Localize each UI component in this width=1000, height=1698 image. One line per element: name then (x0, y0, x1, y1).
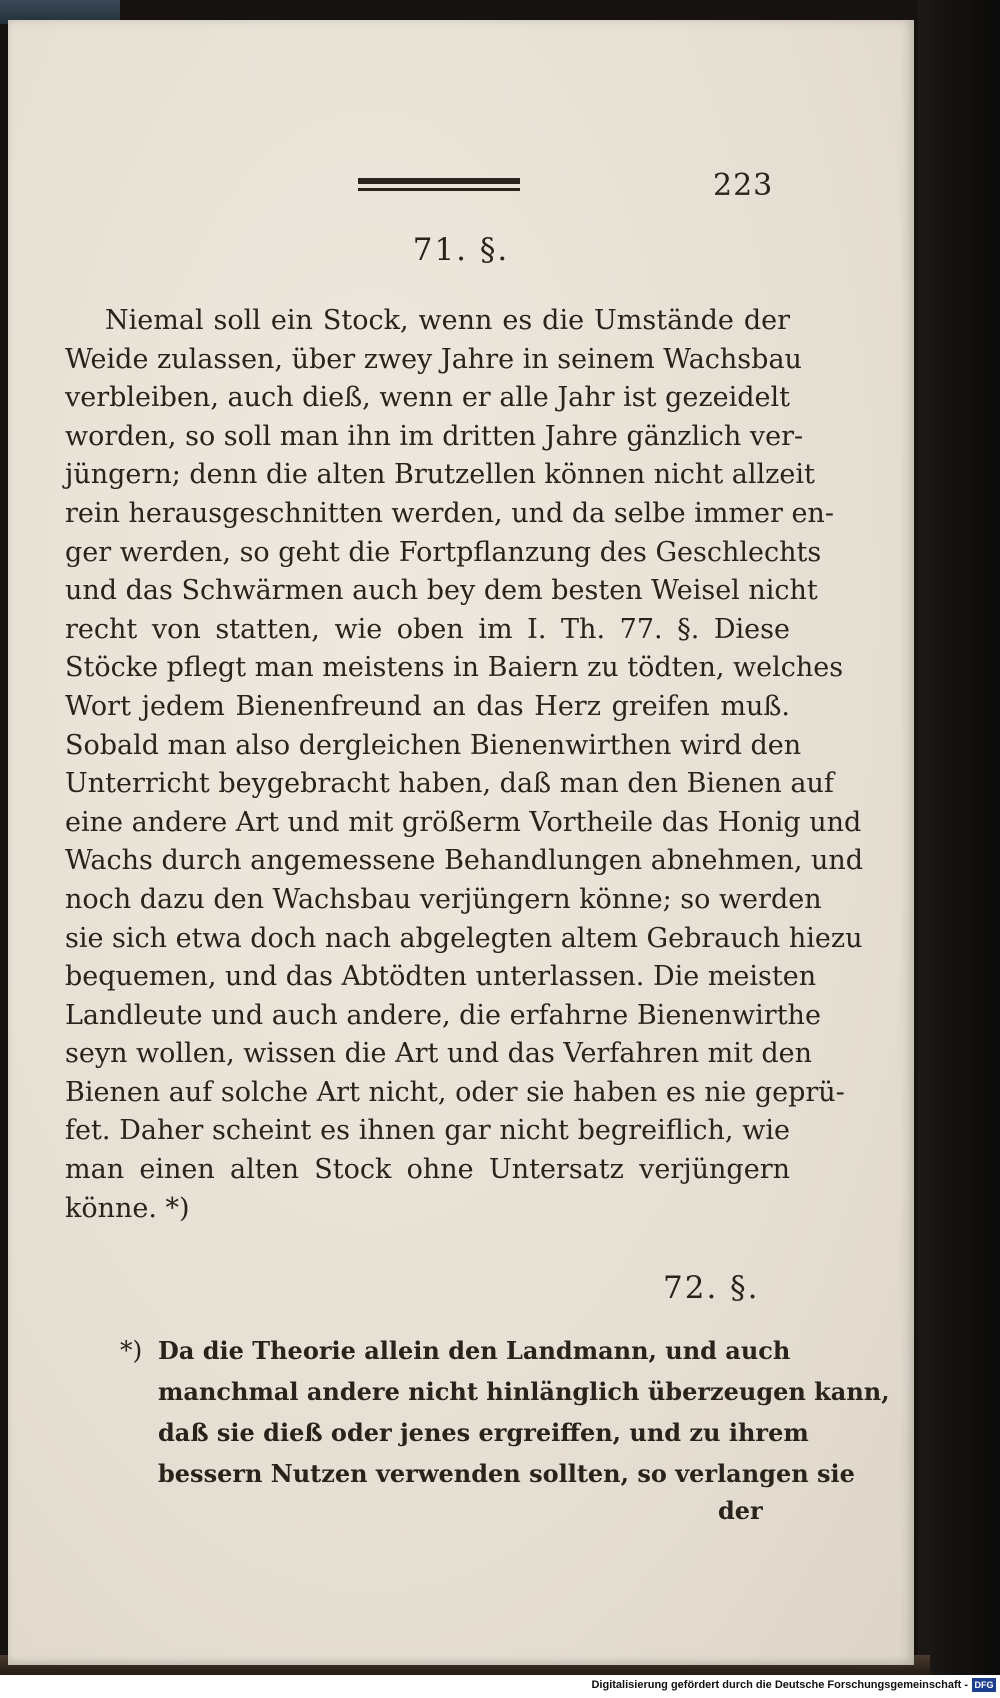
text-line: jüngern; denn die alten Brutzellen können nicht allzeit (65, 459, 815, 491)
dfg-logo: DFG (972, 1678, 996, 1692)
text-line: Weide zulassen, über zwey Jahre in seinem Wachsbau (65, 343, 802, 375)
text-line: fet. Daher scheint es ihnen gar nicht begreiflich, wie (65, 1115, 790, 1147)
text-line: sie sich etwa doch nach abgelegten altem Gebrauch hiezu (65, 922, 863, 954)
next-section-heading: 72. §. (663, 1270, 760, 1306)
footnote-marker: *) (120, 1336, 143, 1365)
text-line: man einen alten Stock ohne Untersatz verjüngern (65, 1154, 790, 1186)
text-line: noch dazu den Wachsbau verjüngern könne; so werden (65, 883, 822, 915)
book-page (8, 20, 914, 1665)
section-heading: 71. §. (412, 232, 510, 268)
footnote-line: manchmal andere nicht hinlänglich überzeugen kann, (158, 1377, 890, 1406)
page-header (8, 168, 914, 208)
page-number: 223 (713, 168, 774, 203)
footnote-text (158, 1330, 890, 1494)
footnote-line: daß sie dieß oder jenes ergreiffen, und zu ihrem (158, 1418, 809, 1447)
text-line: könne. *) (65, 1192, 190, 1224)
text-line: Stöcke pflegt man meistens in Baiern zu tödten, welches (65, 652, 844, 684)
text-line: eine andere Art und mit größerm Vortheile das Honig und (65, 806, 862, 838)
text-line: seyn wollen, wissen die Art und das Verfahren mit den (65, 1038, 812, 1070)
text-line: recht von statten, wie oben im I. Th. 77. §. Diese (65, 613, 790, 645)
funding-footer (0, 1675, 1000, 1698)
text-line: und das Schwärmen auch bey dem besten Weisel nicht (65, 575, 818, 607)
footnote-line: Da die Theorie allein den Landmann, und auch (158, 1336, 791, 1365)
text-line: Niemal soll ein Stock, wenn es die Umstände der (105, 305, 790, 336)
scan-background (918, 0, 1000, 1698)
text-line: worden, so soll man ihn im dritten Jahre gänzlich ver- (65, 420, 804, 452)
header-rule-thick (358, 178, 520, 184)
text-line: Unterricht beygebracht haben, daß man den Bienen auf (65, 768, 834, 800)
text-line: verbleiben, auch dieß, wenn er alle Jahr ist gezeidelt (65, 382, 790, 414)
text-line: ger werden, so geht die Fortpflanzung des Geschlechts (65, 536, 822, 568)
footnote-line: bessern Nutzen verwenden sollten, so verlangen sie (158, 1459, 855, 1488)
text-line: Sobald man also dergleichen Bienenwirthen wird den (65, 729, 802, 761)
text-line: Landleute und auch andere, die erfahrne Bienenwirthe (65, 999, 821, 1031)
header-rule-thin (358, 188, 520, 191)
text-line: rein herausgeschnitten werden, und da selbe immer en- (65, 497, 834, 529)
text-line: Wachs durch angemessene Behandlungen abnehmen, und (65, 845, 864, 877)
text-line: Bienen auf solche Art nicht, oder sie haben es nie geprü- (65, 1076, 845, 1108)
funding-note: Digitalisierung gefördert durch die Deutsche Forschungsgemeinschaft - (591, 1679, 968, 1691)
text-line: Wort jedem Bienenfreund an das Herz greifen muß. (65, 690, 790, 722)
catchword: der (718, 1496, 763, 1525)
main-paragraph (65, 302, 864, 1228)
text-line: bequemen, und das Abtödten unterlassen. Die meisten (65, 961, 817, 993)
